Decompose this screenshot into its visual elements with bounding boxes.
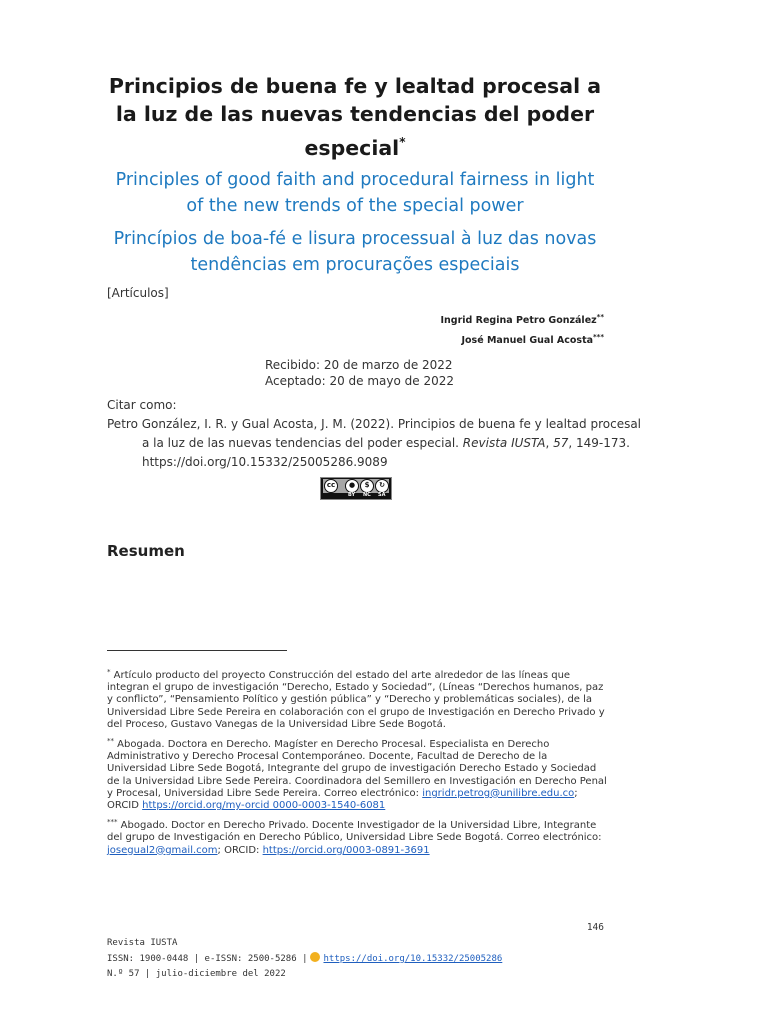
- author: [441, 309, 605, 329]
- citation-separator: ,: [545, 436, 554, 450]
- author-list: [441, 309, 605, 349]
- orcid-link[interactable]: https://orcid.org/my-orcid 0000-0003-1540-6081: [142, 800, 386, 812]
- subtitle-portuguese: [100, 226, 610, 278]
- title-line: Principios de buena fe y lealtad procesal a: [108, 74, 602, 98]
- orcid-label: ; ORCID:: [217, 844, 263, 856]
- page-number: 146: [586, 922, 604, 933]
- by-icon: ●: [345, 479, 359, 493]
- subtitle-english: [100, 167, 610, 219]
- section-tag: [Artículos]: [107, 286, 169, 300]
- citation: [107, 415, 642, 472]
- accepted-date: Aceptado: 20 de mayo de 2022: [265, 374, 455, 388]
- footnote-text: Artículo producto del proyecto Construcción del estado del arte alrededor de las líneas que integran el grupo de investigación “Derecho, Estado y Sociedad”, (Líneas “Derechos humanos, paz y conflicto”, “Pensamiento Político y gestión pública” y “Derecho y problemáticas sociales), de la Universidad Libre Sede Pereira en colaboración con el grupo de Investigación en Derecho Privado y del Proceso, Gustavo Vanegas de la Universidad Libre Sede Bogotá.: [107, 670, 605, 730]
- subtitle-line: Princípios de boa-fé e lisura processual à luz das novas: [113, 229, 597, 249]
- by-label: BY: [348, 492, 356, 498]
- subtitle-line: tendências em procurações especiais: [190, 255, 520, 275]
- author-footnote-mark: **: [596, 313, 604, 321]
- footnote-1: [107, 666, 607, 731]
- footnote-text: Abogada. Doctora en Derecho. Magíster en Derecho Procesal. Especialista en Derecho Administrativo y Derecho Procesal Contemporáneo. Docente, Facultad de Derecho de la Universidad Libre Sede Bogotá, Integrante del grupo de investigación Derecho Estado y Sociedad de la Universidad Libre Sede Pereira. Coordinadora del Semillero en Investigación en Derecho Penal y Procesal, Universidad Libre Sede Pereira. Correo electrónico:: [107, 739, 607, 799]
- journal-footer: [107, 936, 502, 983]
- author-name: Ingrid Regina Petro González: [440, 315, 597, 326]
- submission-dates: [265, 357, 454, 389]
- footnote-2: [107, 735, 607, 812]
- footnote-3: [107, 816, 607, 857]
- title-line: [100, 128, 610, 162]
- sa-label: SA: [378, 492, 386, 498]
- footer-issn-line: [107, 952, 502, 968]
- cc-icon: cc: [324, 479, 338, 493]
- footnotes: [107, 666, 607, 861]
- citation-text: Petro González, I. R. y Gual Acosta, J. M. (2022). Principios de buena fe y lealtad procesal a la luz de las nuevas tendencias del poder especial.: [107, 417, 642, 450]
- footer-issue: N.º 57 | julio-diciembre del 2022: [107, 969, 286, 979]
- subtitle-line: Principles of good faith and procedural fairness in light: [115, 170, 595, 190]
- footnote-divider: [107, 650, 287, 651]
- resumen-heading: Resumen: [107, 542, 185, 560]
- footer-journal: Revista IUSTA: [107, 938, 178, 948]
- title-footnote-mark: *: [399, 135, 406, 149]
- email-link[interactable]: ingridr.petrog@unilibre.edu.co: [422, 787, 575, 799]
- footnote-mark: **: [107, 737, 114, 746]
- title-line: la luz de las nuevas tendencias del poder: [115, 102, 595, 126]
- nc-label: NC: [363, 492, 371, 498]
- footnote-mark: *: [107, 668, 111, 676]
- doi-icon: [310, 952, 320, 962]
- cc-license-badge[interactable]: [320, 477, 392, 500]
- footer-issn: ISSN: 1900-0448 | e-ISSN: 2500-5286 |: [107, 953, 308, 964]
- title-line-text: especial: [304, 136, 400, 160]
- footnote-text: Abogado. Doctor en Derecho Privado. Docente Investigador de la Universidad Libre, Integrante del grupo de Investigación en Derecho Público, Universidad Libre Sede Bogotá. Correo electrónico:: [107, 820, 602, 844]
- sa-icon: ↻: [375, 479, 389, 493]
- received-date: Recibido: 20 de marzo de 2022: [265, 358, 453, 372]
- cite-label: Citar como:: [107, 398, 177, 412]
- article-title: [100, 72, 610, 162]
- doi-link[interactable]: https://doi.org/10.15332/25005286: [323, 953, 503, 964]
- orcid-label: ; ORCID: [107, 787, 578, 812]
- author-name: José Manuel Gual Acosta: [461, 335, 594, 346]
- citation-volume: 57: [553, 436, 569, 450]
- email-link[interactable]: josegual2@gmail.com: [107, 844, 218, 856]
- author: [441, 329, 605, 349]
- footnote-mark: ***: [107, 818, 118, 827]
- citation-journal: Revista IUSTA: [462, 436, 546, 450]
- author-footnote-mark: ***: [593, 333, 604, 341]
- nc-icon: $: [360, 479, 374, 493]
- orcid-link[interactable]: https://orcid.org/0003-0891-3691: [262, 844, 430, 856]
- citation-text-end: , 149-173. https://doi.org/10.15332/25005286.9089: [142, 436, 630, 469]
- subtitle-line: of the new trends of the special power: [186, 196, 524, 216]
